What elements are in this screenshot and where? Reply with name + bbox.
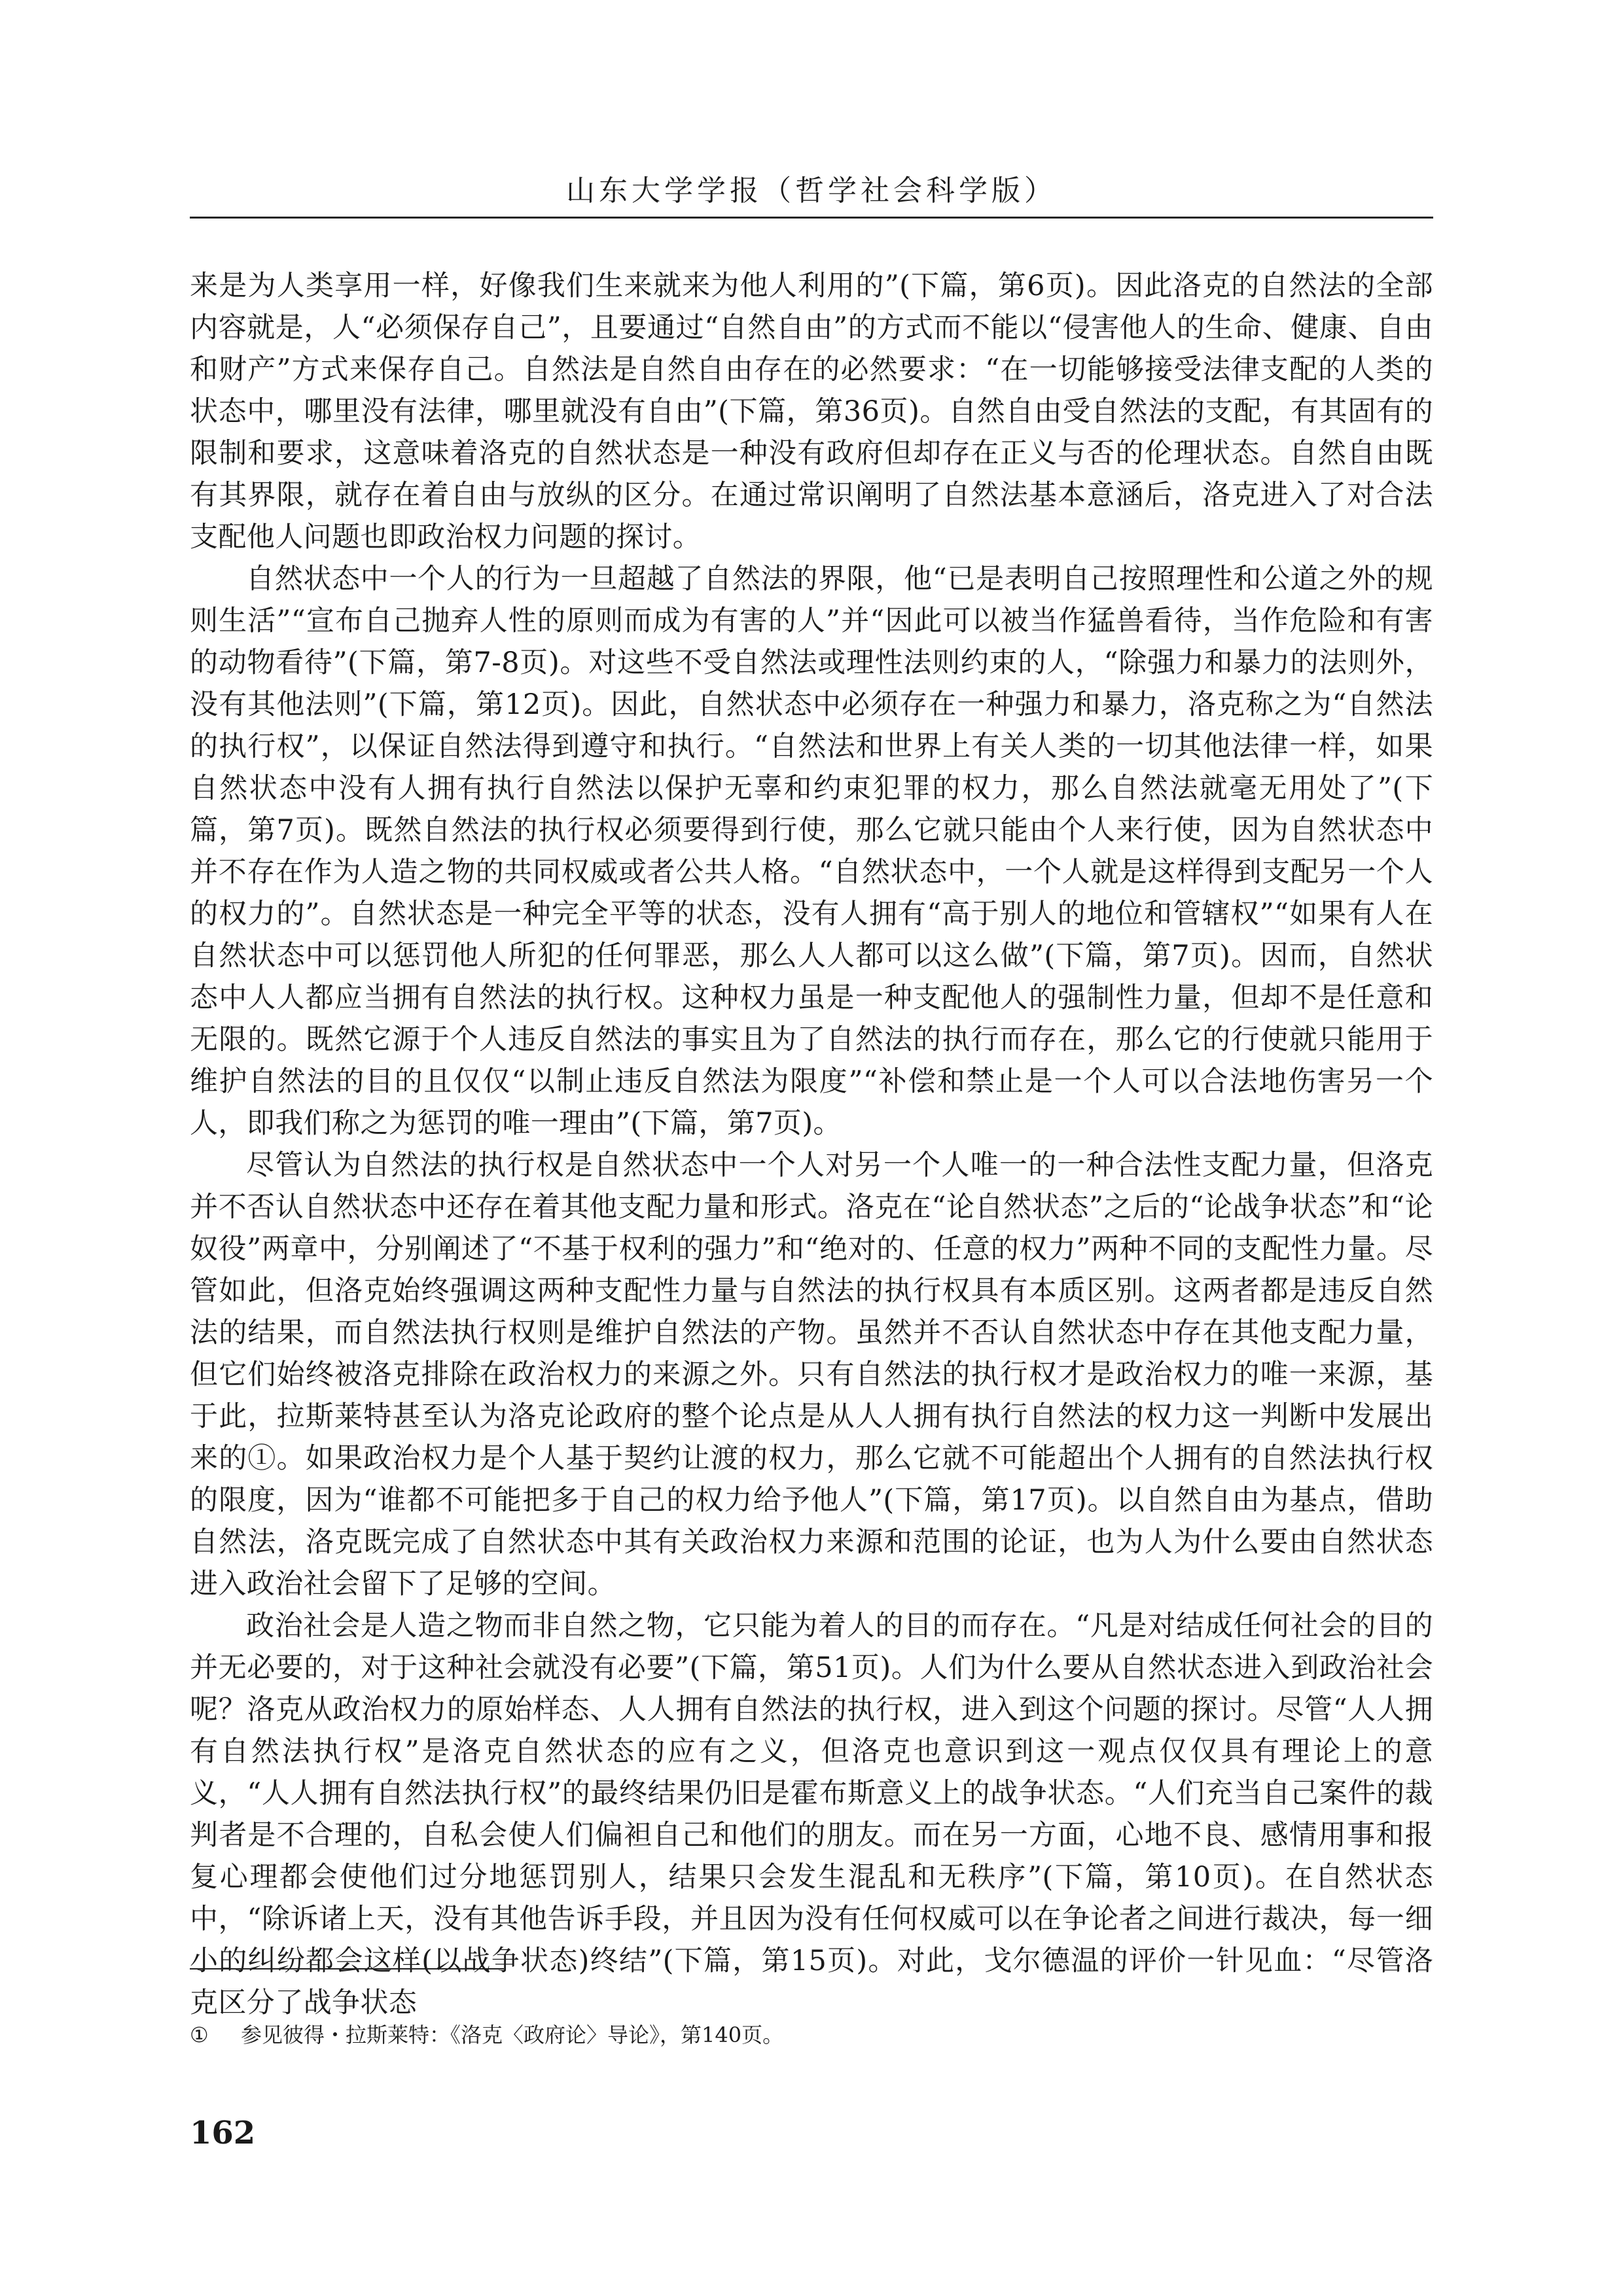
paragraph-1: 来是为人类享用一样，好像我们生来就来为他人利用的”(下篇，第6页)。因此洛克的自然法的全部内容就是，人“必须保存自己”，且要通过“自然自由”的方式而不能以“侵害他人的生命、健康、自由和财产”方式来保存自己。自然法是自然自由存在的必然要求：“在一切能够接受法律支配的人类的状态中，哪里没有法律，哪里就没有自由”(下篇，第36页)。自然自由受自然法的支配，有其固有的限制和要求，这意味着洛克的自然状态是一种没有政府但却存在正义与否的伦理状态。自然自由既有其界限，就存在着自由与放纵的区分。在通过常识阐明了自然法基本意涵后，洛克进入了对合法支配他人问题也即政治权力问题的探讨。 [190, 270, 1433, 554]
paragraph-4: 政治社会是人造之物而非自然之物，它只能为着人的目的而存在。“凡是对结成任何社会的目的并无必要的，对于这种社会就没有必要”(下篇，第51页)。人们为什么要从自然状态进入到政治社会呢？洛克从政治权力的原始样态、人人拥有自然法的执行权，进入到这个问题的探讨。尽管“人人拥有自然法执行权”是洛克自然状态的应有之义，但洛克也意识到这一观点仅仅具有理论上的意义，“人人拥有自然法执行权”的最终结果仍旧是霍布斯意义上的战争状态。“人们充当自己案件的裁判者是不合理的，自私会使人们偏袒自己和他们的朋友。而在另一方面，心地不良、感情用事和报复心理都会使他们过分地惩罚别人，结果只会发生混乱和无秩序”(下篇，第10页)。在自然状态中，“除诉诸上天，没有其他告诉手段，并且因为没有任何权威可以在争论者之间进行裁决，每一细小的纠纷都会这样(以战争状态)终结”(下篇，第15页)。对此，戈尔德温的评价一针见血：“尽管洛克区分了战争状态 [190, 1610, 1433, 2019]
running-head: 山东大学学报（哲学社会科学版） [566, 174, 1057, 207]
footnote-1 [190, 2021, 1433, 2049]
header-rule [190, 217, 1433, 219]
page-number: 162 [190, 2115, 256, 2151]
footnote-rule [190, 1968, 504, 1969]
footnote-mark: ① [190, 2022, 209, 2047]
paragraph-2: 自然状态中一个人的行为一旦超越了自然法的界限，他“已是表明自己按照理性和公道之外的规则生活”“宣布自己抛弃人性的原则而成为有害的人”并“因此可以被当作猛兽看待，当作危险和有害的动物看待”(下篇，第7-8页)。对这些不受自然法或理性法则约束的人，“除强力和暴力的法则外，没有其他法则”(下篇，第12页)。因此，自然状态中必须存在一种强力和暴力，洛克称之为“自然法的执行权”，以保证自然法得到遵守和执行。“自然法和世界上有关人类的一切其他法律一样，如果自然状态中没有人拥有执行自然法以保护无辜和约束犯罪的权力，那么自然法就毫无用处了”(下篇，第7页)。既然自然法的执行权必须要得到行使，那么它就只能由个人来行使，因为自然状态中并不存在作为人造之物的共同权威或者公共人格。“自然状态中，一个人就是这样得到支配另一个人的权力的”。自然状态是一种完全平等的状态，没有人拥有“高于别人的地位和管辖权”“如果有人在自然状态中可以惩罚他人所犯的任何罪恶，那么人人都可以这么做”(下篇，第7页)。因而，自然状态中人人都应当拥有自然法的执行权。这种权力虽是一种支配他人的强制性力量，但却不是任意和无限的。既然它源于个人违反自然法的事实且为了自然法的执行而存在，那么它的行使就只能用于维护自然法的目的且仅仅“以制止违反自然法为限度”“补偿和禁止是一个人可以合法地伤害另一个人，即我们称之为惩罚的唯一理由”(下篇，第7页)。 [190, 563, 1433, 1140]
footnote-text: 参见彼得・拉斯莱特：《洛克〈政府论〉导论》，第140页。 [241, 2022, 784, 2047]
body-text [190, 265, 1433, 2024]
paragraph-3: 尽管认为自然法的执行权是自然状态中一个人对另一个人唯一的一种合法性支配力量，但洛克并不否认自然状态中还存在着其他支配力量和形式。洛克在“论自然状态”之后的“论战争状态”和“论奴役”两章中，分别阐述了“不基于权利的强力”和“绝对的、任意的权力”两种不同的支配性力量。尽管如此，但洛克始终强调这两种支配性力量与自然法的执行权具有本质区别。这两者都是违反自然法的结果，而自然法执行权则是维护自然法的产物。虽然并不否认自然状态中存在其他支配力量，但它们始终被洛克排除在政治权力的来源之外。只有自然法的执行权才是政治权力的唯一来源，基于此，拉斯莱特甚至认为洛克论政府的整个论点是从人人拥有执行自然法的权力这一判断中发展出来的①。如果政治权力是个人基于契约让渡的权力，那么它就不可能超出个人拥有的自然法执行权的限度，因为“谁都不可能把多于自己的权力给予他人”(下篇，第17页)。以自然自由为基点，借助自然法，洛克既完成了自然状态中其有关政治权力来源和范围的论证，也为人为什么要由自然状态进入政治社会留下了足够的空间。 [190, 1149, 1433, 1600]
